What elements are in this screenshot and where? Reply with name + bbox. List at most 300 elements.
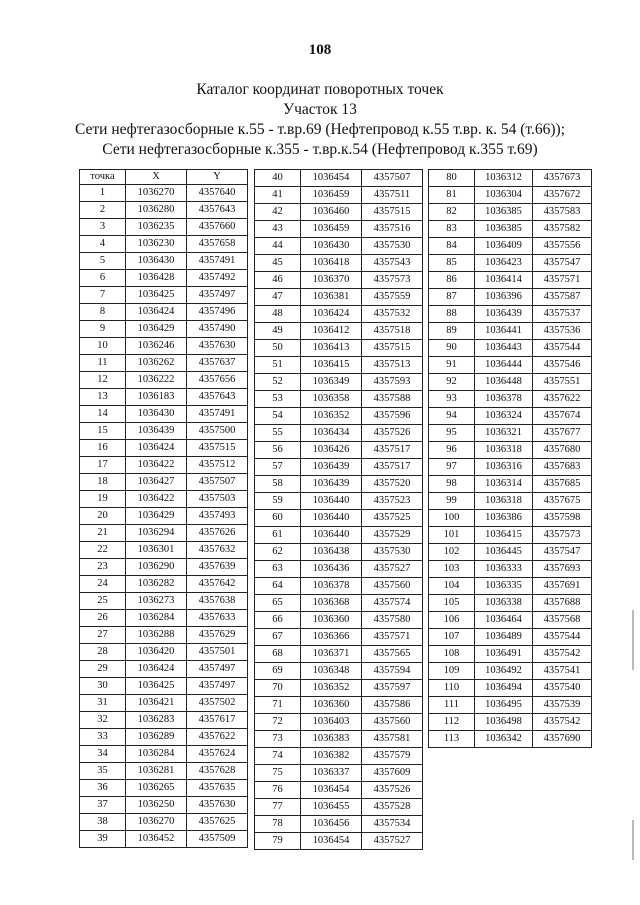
point-number-cell: 50 [255, 340, 301, 357]
x-coordinate-cell: 1036436 [301, 561, 362, 578]
table-row [255, 255, 423, 272]
x-coordinate-cell: 1036422 [126, 457, 187, 474]
x-coordinate-cell: 1036270 [126, 185, 187, 202]
table-row [429, 374, 592, 391]
point-number-cell: 36 [80, 780, 126, 797]
point-number-cell: 16 [80, 440, 126, 457]
table-row [429, 340, 592, 357]
table-row [255, 204, 423, 221]
point-number-cell: 101 [429, 527, 475, 544]
y-coordinate-cell: 4357693 [533, 561, 592, 578]
point-number-cell: 76 [255, 782, 301, 799]
y-coordinate-cell: 4357528 [362, 799, 423, 816]
point-number-cell: 88 [429, 306, 475, 323]
point-number-cell: 9 [80, 321, 126, 338]
table-row [80, 644, 248, 661]
table-row [429, 578, 592, 595]
y-coordinate-cell: 4357544 [533, 340, 592, 357]
x-coordinate-cell: 1036282 [126, 576, 187, 593]
y-coordinate-cell: 4357542 [533, 646, 592, 663]
point-number-cell: 52 [255, 374, 301, 391]
y-coordinate-cell: 4357523 [362, 493, 423, 510]
x-coordinate-cell: 1036316 [475, 459, 533, 476]
x-coordinate-cell: 1036370 [301, 272, 362, 289]
table-row [80, 321, 248, 338]
table-row [255, 561, 423, 578]
table-row [255, 170, 423, 187]
table-row [429, 544, 592, 561]
x-coordinate-cell: 1036430 [126, 406, 187, 423]
y-coordinate-cell: 4357632 [187, 542, 248, 559]
x-coordinate-cell: 1036495 [475, 697, 533, 714]
table-row [429, 204, 592, 221]
y-coordinate-cell: 4357503 [187, 491, 248, 508]
point-number-cell: 111 [429, 697, 475, 714]
point-number-cell: 96 [429, 442, 475, 459]
point-number-cell: 113 [429, 731, 475, 748]
point-number-cell: 62 [255, 544, 301, 561]
table-row [255, 799, 423, 816]
point-number-cell: 56 [255, 442, 301, 459]
coordinates-table-3 [428, 169, 592, 748]
y-coordinate-cell: 4357642 [187, 576, 248, 593]
x-coordinate-cell: 1036318 [475, 493, 533, 510]
x-coordinate-cell: 1036489 [475, 629, 533, 646]
x-coordinate-cell: 1036383 [301, 731, 362, 748]
x-coordinate-cell: 1036448 [475, 374, 533, 391]
table-row [429, 595, 592, 612]
table-row [80, 474, 248, 491]
point-number-cell: 92 [429, 374, 475, 391]
table-row [80, 763, 248, 780]
x-coordinate-cell: 1036281 [126, 763, 187, 780]
y-coordinate-cell: 4357581 [362, 731, 423, 748]
y-coordinate-cell: 4357629 [187, 627, 248, 644]
point-number-cell: 104 [429, 578, 475, 595]
point-number-cell: 70 [255, 680, 301, 697]
y-coordinate-cell: 4357568 [533, 612, 592, 629]
table-row [255, 476, 423, 493]
x-coordinate-cell: 1036415 [301, 357, 362, 374]
table-row [429, 527, 592, 544]
table-row [80, 678, 248, 695]
table-row [255, 544, 423, 561]
x-coordinate-cell: 1036427 [126, 474, 187, 491]
y-coordinate-cell: 4357515 [362, 204, 423, 221]
table-row [429, 408, 592, 425]
x-coordinate-cell: 1036429 [126, 508, 187, 525]
point-number-cell: 84 [429, 238, 475, 255]
point-number-cell: 107 [429, 629, 475, 646]
x-coordinate-cell: 1036368 [301, 595, 362, 612]
y-coordinate-cell: 4357582 [533, 221, 592, 238]
table-row [429, 612, 592, 629]
x-coordinate-cell: 1036250 [126, 797, 187, 814]
point-number-cell: 89 [429, 323, 475, 340]
table-row [80, 287, 248, 304]
point-number-cell: 10 [80, 338, 126, 355]
point-number-cell: 99 [429, 493, 475, 510]
point-number-cell: 65 [255, 595, 301, 612]
y-coordinate-cell: 4357512 [187, 457, 248, 474]
y-coordinate-cell: 4357643 [187, 389, 248, 406]
y-coordinate-cell: 4357537 [533, 306, 592, 323]
x-coordinate-cell: 1036235 [126, 219, 187, 236]
scan-edge-mark [632, 820, 634, 860]
point-number-cell: 25 [80, 593, 126, 610]
table-row [80, 202, 248, 219]
x-coordinate-cell: 1036352 [301, 680, 362, 697]
table-row [255, 510, 423, 527]
table-row [255, 816, 423, 833]
point-number-cell: 98 [429, 476, 475, 493]
y-coordinate-cell: 4357596 [362, 408, 423, 425]
y-coordinate-cell: 4357583 [533, 204, 592, 221]
y-coordinate-cell: 4357497 [187, 287, 248, 304]
table-row [255, 748, 423, 765]
point-number-cell: 33 [80, 729, 126, 746]
point-number-cell: 22 [80, 542, 126, 559]
table-row [255, 833, 423, 850]
x-coordinate-cell: 1036440 [301, 493, 362, 510]
y-coordinate-cell: 4357540 [533, 680, 592, 697]
x-coordinate-cell: 1036349 [301, 374, 362, 391]
x-coordinate-cell: 1036491 [475, 646, 533, 663]
y-coordinate-cell: 4357630 [187, 338, 248, 355]
y-coordinate-cell: 4357680 [533, 442, 592, 459]
point-number-cell: 102 [429, 544, 475, 561]
catalog-heading [0, 80, 640, 160]
x-coordinate-cell: 1036304 [475, 187, 533, 204]
point-number-cell: 77 [255, 799, 301, 816]
point-number-cell: 80 [429, 170, 475, 187]
table-row [80, 491, 248, 508]
table-row [255, 238, 423, 255]
point-number-cell: 106 [429, 612, 475, 629]
table-header-row [80, 170, 248, 185]
point-number-cell: 87 [429, 289, 475, 306]
table-row [80, 423, 248, 440]
table-row [429, 561, 592, 578]
point-number-cell: 53 [255, 391, 301, 408]
x-coordinate-cell: 1036460 [301, 204, 362, 221]
y-coordinate-cell: 4357532 [362, 306, 423, 323]
point-number-cell: 63 [255, 561, 301, 578]
point-number-cell: 74 [255, 748, 301, 765]
table-row [255, 408, 423, 425]
x-coordinate-cell: 1036456 [301, 816, 362, 833]
x-coordinate-cell: 1036352 [301, 408, 362, 425]
table-row [429, 357, 592, 374]
point-number-cell: 103 [429, 561, 475, 578]
x-coordinate-cell: 1036459 [301, 187, 362, 204]
table-row [80, 508, 248, 525]
point-number-cell: 75 [255, 765, 301, 782]
y-coordinate-cell: 4357493 [187, 508, 248, 525]
y-coordinate-cell: 4357551 [533, 374, 592, 391]
table-row [80, 253, 248, 270]
x-coordinate-cell: 1036422 [126, 491, 187, 508]
point-number-cell: 112 [429, 714, 475, 731]
table-row [255, 629, 423, 646]
table-row [255, 663, 423, 680]
table-row [429, 680, 592, 697]
y-coordinate-cell: 4357496 [187, 304, 248, 321]
x-coordinate-cell: 1036409 [475, 238, 533, 255]
y-coordinate-cell: 4357507 [362, 170, 423, 187]
point-number-cell: 97 [429, 459, 475, 476]
x-coordinate-cell: 1036434 [301, 425, 362, 442]
table-row [80, 627, 248, 644]
y-coordinate-cell: 4357517 [362, 459, 423, 476]
y-coordinate-cell: 4357490 [187, 321, 248, 338]
x-coordinate-cell: 1036454 [301, 833, 362, 850]
y-coordinate-cell: 4357574 [362, 595, 423, 612]
x-coordinate-cell: 1036280 [126, 202, 187, 219]
x-coordinate-cell: 1036454 [301, 170, 362, 187]
table-row [80, 746, 248, 763]
y-coordinate-cell: 4357658 [187, 236, 248, 253]
x-coordinate-cell: 1036288 [126, 627, 187, 644]
table-row [80, 797, 248, 814]
x-coordinate-cell: 1036348 [301, 663, 362, 680]
y-coordinate-cell: 4357635 [187, 780, 248, 797]
point-number-cell: 105 [429, 595, 475, 612]
table-row [255, 595, 423, 612]
point-number-cell: 91 [429, 357, 475, 374]
x-coordinate-cell: 1036494 [475, 680, 533, 697]
table-row [80, 661, 248, 678]
table-row [429, 289, 592, 306]
y-coordinate-cell: 4357630 [187, 797, 248, 814]
table-row [255, 527, 423, 544]
y-coordinate-cell: 4357691 [533, 578, 592, 595]
point-number-cell: 21 [80, 525, 126, 542]
y-coordinate-cell: 4357594 [362, 663, 423, 680]
y-coordinate-cell: 4357541 [533, 663, 592, 680]
point-number-cell: 39 [80, 831, 126, 848]
point-number-cell: 57 [255, 459, 301, 476]
y-coordinate-cell: 4357497 [187, 661, 248, 678]
x-coordinate-cell: 1036413 [301, 340, 362, 357]
point-number-cell: 1 [80, 185, 126, 202]
x-coordinate-cell: 1036396 [475, 289, 533, 306]
table-row [429, 731, 592, 748]
table-row [255, 442, 423, 459]
table-row [80, 219, 248, 236]
table-row [255, 697, 423, 714]
point-number-cell: 51 [255, 357, 301, 374]
y-coordinate-cell: 4357624 [187, 746, 248, 763]
table-row [255, 272, 423, 289]
x-coordinate-cell: 1036430 [301, 238, 362, 255]
table-row [80, 780, 248, 797]
y-coordinate-cell: 4357501 [187, 644, 248, 661]
point-number-cell: 95 [429, 425, 475, 442]
table-row [255, 374, 423, 391]
coordinates-table-2 [254, 169, 423, 850]
point-number-cell: 60 [255, 510, 301, 527]
table-row [255, 765, 423, 782]
table-row [429, 170, 592, 187]
x-coordinate-cell: 1036425 [126, 678, 187, 695]
y-coordinate-cell: 4357677 [533, 425, 592, 442]
point-number-cell: 23 [80, 559, 126, 576]
x-coordinate-cell: 1036312 [475, 170, 533, 187]
table-row [255, 289, 423, 306]
y-coordinate-cell: 4357509 [187, 831, 248, 848]
x-coordinate-cell: 1036301 [126, 542, 187, 559]
x-coordinate-cell: 1036424 [126, 440, 187, 457]
scan-edge-mark [632, 610, 634, 670]
y-coordinate-cell: 4357492 [187, 270, 248, 287]
point-number-cell: 110 [429, 680, 475, 697]
table-row [255, 493, 423, 510]
x-coordinate-cell: 1036321 [475, 425, 533, 442]
table-row [80, 457, 248, 474]
x-header: X [126, 170, 187, 185]
x-coordinate-cell: 1036366 [301, 629, 362, 646]
y-coordinate-cell: 4357639 [187, 559, 248, 576]
table-row [429, 493, 592, 510]
table-row [80, 593, 248, 610]
x-coordinate-cell: 1036371 [301, 646, 362, 663]
y-coordinate-cell: 4357511 [362, 187, 423, 204]
point-number-cell: 42 [255, 204, 301, 221]
x-coordinate-cell: 1036318 [475, 442, 533, 459]
x-coordinate-cell: 1036498 [475, 714, 533, 731]
y-coordinate-cell: 4357543 [362, 255, 423, 272]
y-coordinate-cell: 4357546 [533, 357, 592, 374]
point-number-cell: 59 [255, 493, 301, 510]
x-coordinate-cell: 1036415 [475, 527, 533, 544]
point-number-cell: 30 [80, 678, 126, 695]
table-row [429, 323, 592, 340]
y-coordinate-cell: 4357587 [533, 289, 592, 306]
table-row [80, 729, 248, 746]
point-number-cell: 38 [80, 814, 126, 831]
table-row [80, 355, 248, 372]
point-number-cell: 35 [80, 763, 126, 780]
table-row [255, 578, 423, 595]
y-coordinate-cell: 4357656 [187, 372, 248, 389]
x-coordinate-cell: 1036429 [126, 321, 187, 338]
x-coordinate-cell: 1036444 [475, 357, 533, 374]
x-coordinate-cell: 1036386 [475, 510, 533, 527]
table-row [80, 576, 248, 593]
table-row [255, 391, 423, 408]
x-coordinate-cell: 1036459 [301, 221, 362, 238]
x-coordinate-cell: 1036428 [126, 270, 187, 287]
x-coordinate-cell: 1036424 [301, 306, 362, 323]
table-row [429, 391, 592, 408]
y-coordinate-cell: 4357518 [362, 323, 423, 340]
table-row [429, 697, 592, 714]
x-coordinate-cell: 1036424 [126, 304, 187, 321]
x-coordinate-cell: 1036270 [126, 814, 187, 831]
y-coordinate-cell: 4357586 [362, 697, 423, 714]
x-coordinate-cell: 1036464 [475, 612, 533, 629]
x-coordinate-cell: 1036425 [126, 287, 187, 304]
y-coordinate-cell: 4357502 [187, 695, 248, 712]
y-coordinate-cell: 4357534 [362, 816, 423, 833]
table-row [80, 814, 248, 831]
point-number-cell: 86 [429, 272, 475, 289]
table-row [429, 306, 592, 323]
y-coordinate-cell: 4357690 [533, 731, 592, 748]
page-number: 108 [308, 42, 332, 58]
table-row [255, 340, 423, 357]
x-coordinate-cell: 1036338 [475, 595, 533, 612]
network-line-1: Сети нефтегазосборные к.55 - т.вр.69 (Нефтепровод к.55 т.вр. к. 54 (т.66)); [74, 121, 566, 138]
y-coordinate-cell: 4357491 [187, 253, 248, 270]
x-coordinate-cell: 1036183 [126, 389, 187, 406]
x-coordinate-cell: 1036290 [126, 559, 187, 576]
y-coordinate-cell: 4357547 [533, 255, 592, 272]
point-number-cell: 28 [80, 644, 126, 661]
y-coordinate-cell: 4357529 [362, 527, 423, 544]
y-coordinate-cell: 4357560 [362, 578, 423, 595]
y-coordinate-cell: 4357544 [533, 629, 592, 646]
x-coordinate-cell: 1036439 [126, 423, 187, 440]
y-coordinate-cell: 4357675 [533, 493, 592, 510]
x-coordinate-cell: 1036492 [475, 663, 533, 680]
point-number-cell: 17 [80, 457, 126, 474]
point-number-cell: 32 [80, 712, 126, 729]
point-number-cell: 72 [255, 714, 301, 731]
table-row [255, 459, 423, 476]
table-row [80, 270, 248, 287]
point-number-cell: 20 [80, 508, 126, 525]
x-coordinate-cell: 1036423 [475, 255, 533, 272]
table-row [429, 442, 592, 459]
y-coordinate-cell: 4357571 [533, 272, 592, 289]
table-row [80, 831, 248, 848]
point-number-cell: 64 [255, 578, 301, 595]
point-number-cell: 13 [80, 389, 126, 406]
y-coordinate-cell: 4357580 [362, 612, 423, 629]
point-number-cell: 19 [80, 491, 126, 508]
y-coordinate-cell: 4357513 [362, 357, 423, 374]
point-number-cell: 7 [80, 287, 126, 304]
network-line-2: Сети нефтегазосборные к.355 - т.вр.к.54 (Нефтепровод к.355 т.69) [102, 141, 538, 158]
point-number-cell: 12 [80, 372, 126, 389]
x-coordinate-cell: 1036439 [301, 476, 362, 493]
point-number-cell: 109 [429, 663, 475, 680]
y-coordinate-cell: 4357638 [187, 593, 248, 610]
x-coordinate-cell: 1036440 [301, 510, 362, 527]
table-row [80, 338, 248, 355]
table-row [80, 236, 248, 253]
x-coordinate-cell: 1036378 [301, 578, 362, 595]
x-coordinate-cell: 1036333 [475, 561, 533, 578]
point-number-cell: 83 [429, 221, 475, 238]
x-coordinate-cell: 1036454 [301, 782, 362, 799]
y-coordinate-cell: 4357640 [187, 185, 248, 202]
y-coordinate-cell: 4357573 [362, 272, 423, 289]
x-coordinate-cell: 1036438 [301, 544, 362, 561]
y-coordinate-cell: 4357626 [187, 525, 248, 542]
x-coordinate-cell: 1036314 [475, 476, 533, 493]
point-number-cell: 31 [80, 695, 126, 712]
table-row [429, 476, 592, 493]
y-coordinate-cell: 4357527 [362, 561, 423, 578]
table-row [429, 187, 592, 204]
y-coordinate-cell: 4357593 [362, 374, 423, 391]
x-coordinate-cell: 1036426 [301, 442, 362, 459]
y-coordinate-cell: 4357517 [362, 442, 423, 459]
point-number-cell: 58 [255, 476, 301, 493]
